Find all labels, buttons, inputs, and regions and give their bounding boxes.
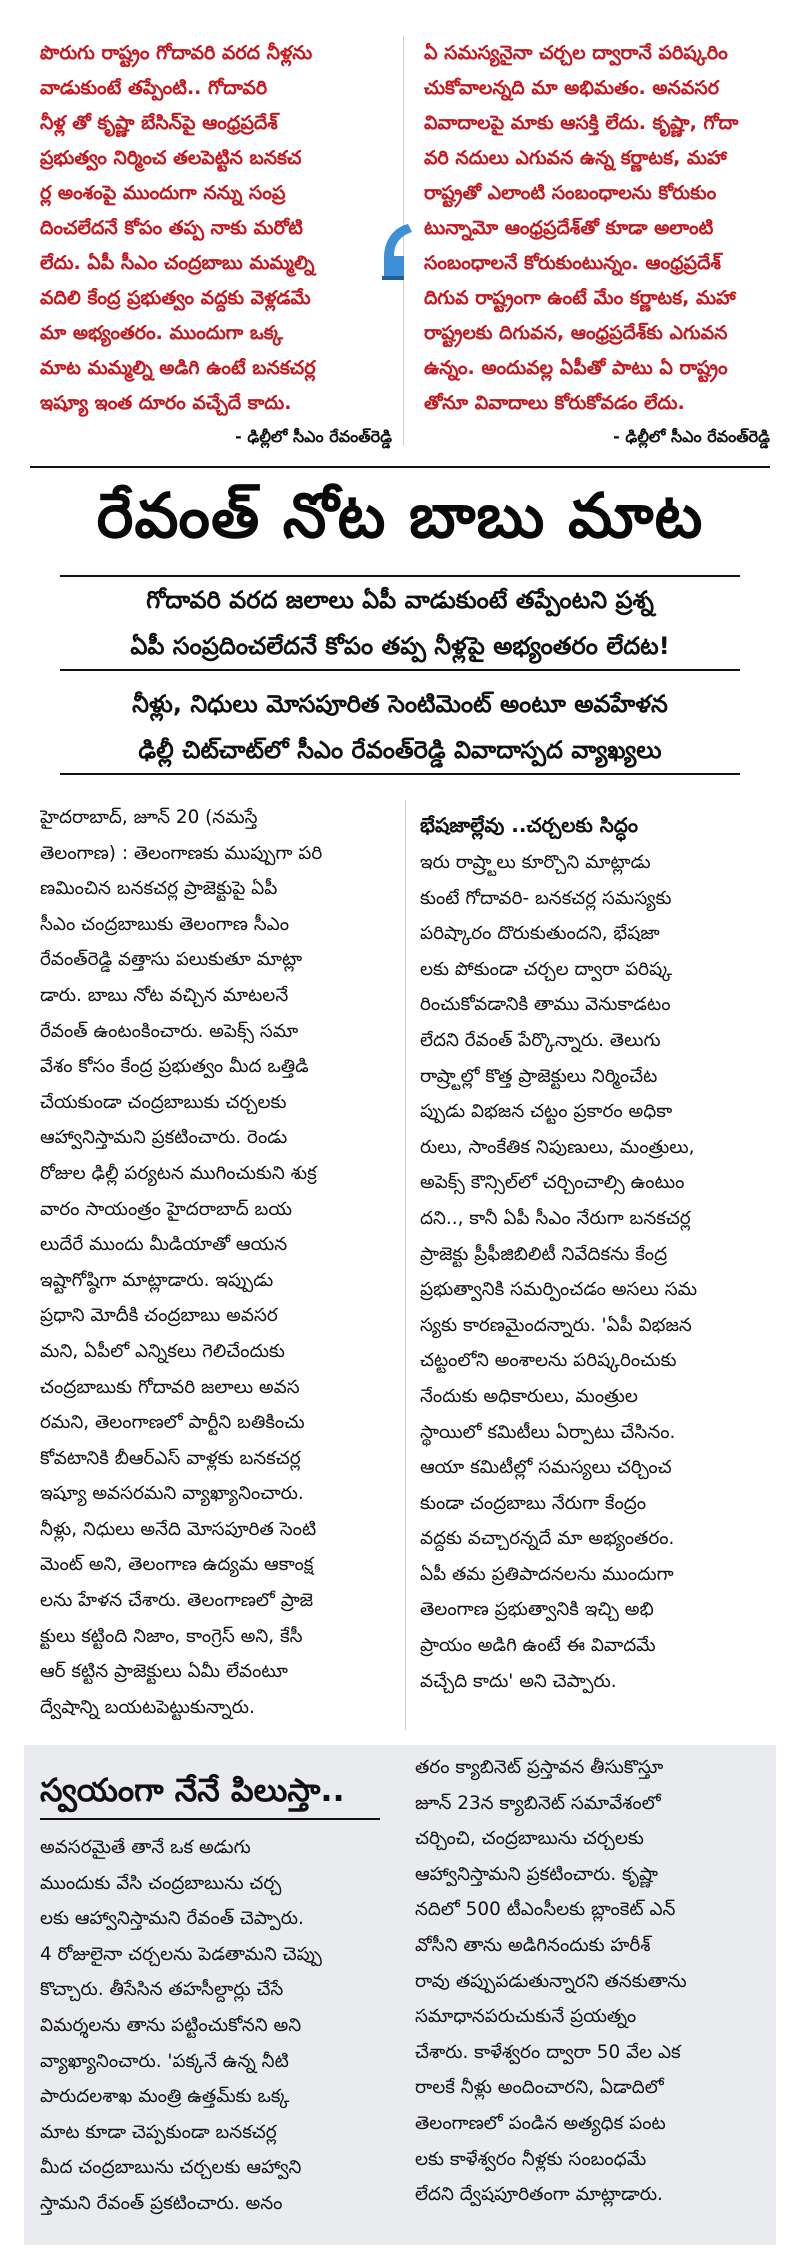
- quote-line: ఉన్నం. అందువల్ల ఏపీతో పాటు ఏ రాష్ట్రం: [424, 357, 728, 379]
- quote-line: రాష్ట్రతో ఎలాంటి సంబంధాలను కోరుకుం: [424, 182, 717, 204]
- box-line: చేశారు. కాళేశ్వరం ద్వారా 50 వేల ఎక: [415, 2041, 681, 2063]
- article-line: డారు. బాబు నోట వచ్చిన మాటలనే: [40, 984, 289, 1006]
- box-line: చర్చించి, చంద్రబాబును చర్చలకు: [415, 1828, 644, 1850]
- quote-line: తోనూ వివాదాలు కోరుకోవడం లేదు.: [424, 392, 685, 414]
- box-line: ముందుకు వేసి చంద్రబాబును చర్చ: [40, 1872, 282, 1894]
- subhead-block-2: [60, 681, 740, 775]
- article-line: ణమించిన బనకచర్ల ప్రాజెక్టుపై ఏపీ: [40, 878, 278, 900]
- subhead-block-1: [60, 575, 740, 671]
- box-line: మాట కూడా చెప్పకుండా బనకచర్ల: [40, 2121, 277, 2143]
- quote-line: సంబంధాలనే కోరుకుంటున్నం. ఆంధ్రప్రదేశ్: [424, 252, 721, 274]
- quote-line: పొరుగు రాష్ట్రం గోదావరి వరద నీళ్లను: [40, 42, 313, 64]
- quote-line: వదిలి కేంద్ర ప్రభుత్వం వద్దకు వెళ్లడమే: [40, 287, 311, 309]
- article-line: రాష్ర్టాల్లో కొత్త ప్రాజెక్టులు నిర్మించేట: [420, 1065, 658, 1087]
- quote-line: రాష్ట్రలకు దిగువన, ఆంధ్రప్రదేశ్‌కు ఎగువన: [424, 322, 728, 344]
- quote-line: నీళ్ల తో కృష్ణా బేసిన్‌పై ఆంధ్రప్రదేశ్: [40, 112, 278, 134]
- article-line: వచ్చేది కాదు' అని చెప్పారు.: [420, 1670, 617, 1692]
- top-rule: [30, 466, 770, 468]
- article-line: రమని, తెలంగాణలో పార్టీని బతికించు: [40, 1412, 305, 1434]
- article-line: ఇరు రాష్ర్టాలు కూర్చొని మాట్లాడు: [420, 852, 651, 873]
- article-line: చట్టంలోని అంశాలను పరిష్కరించుకు: [420, 1350, 677, 1372]
- article-line: లను హేళన చేశారు. తెలంగాణలో ప్రాజె: [40, 1590, 314, 1612]
- article-line: రించుకోవడానికి తాము వెనుకాడటం: [420, 994, 671, 1016]
- box-right-column: [415, 1750, 760, 2213]
- page-title: రేవంత్ నోట బాబు మాట: [96, 479, 704, 552]
- article-line: కుంటే గోదావరి- బనకచర్ల సమస్యకు: [420, 887, 672, 909]
- article-line: ప్పుడు విభజన చట్టం ప్రకారం అధికా: [420, 1101, 673, 1123]
- box-line: నదిలో 500 టీఎంసీలకు బ్లాంకెట్ ఎన్: [415, 1899, 676, 1921]
- article-line: లుదేరే ముందు మీడియాతో ఆయన: [40, 1234, 288, 1256]
- article-line: ఆర్ కట్టిన ప్రాజెక్టులు ఏమీ లేవంటూ: [40, 1661, 288, 1683]
- article-left-column: [40, 800, 390, 1725]
- box-line: మీద చంద్రబాబును చర్చలకు ఆహ్వాని: [40, 2157, 302, 2179]
- article-line: నేందుకు అధికారులు, మంత్రుల: [420, 1385, 638, 1407]
- article-line: స్థాయిలో కమిటీలు ఏర్పాటు చేసినం.: [420, 1421, 676, 1443]
- subhead-3: నీళ్లు, నిధులు మోసపూరిత సెంటిమెంట్ అంటూ అవహేళన: [132, 690, 668, 718]
- article-line: పరిష్కారం దొరుకుతుందని, భేషజా: [420, 923, 660, 945]
- article-line: సీఎం చంద్రబాబుకు తెలంగాణ సీఎం: [40, 913, 290, 935]
- quote-line: వరి నదులు ఎగువన ఉన్న కర్ణాటక, మహా: [424, 147, 727, 169]
- box-line: సమాధానపరుచుకునే ప్రయత్నం: [415, 2006, 637, 2028]
- article-line: వేశం కోసం కేంద్ర ప్రభుత్వం మీద ఒత్తిడి: [40, 1056, 309, 1078]
- article-line: లేదని రేవంత్ పేర్కొన్నారు. తెలుగు: [420, 1029, 661, 1051]
- quote-right: [424, 36, 770, 450]
- quote-line: ప్రభుత్వం నిర్మించ తలపెట్టిన బనకచ: [40, 147, 302, 169]
- box-line: జూన్ 23న క్యాబినెట్ సమావేశంలో: [415, 1792, 661, 1814]
- article-line: చంద్రబాబుకు గోదావరి జలాలు అవస: [40, 1376, 300, 1398]
- article-line: తెలంగాణ) : తెలంగాణకు ముప్పుగా పరి: [40, 842, 323, 864]
- subhead-2: ఏపీ సంప్రదించలేదనే కోపం తప్ప నీళ్లపై అభ్యంతరం లేదట!: [130, 632, 670, 660]
- article-line: ఏపీ తమ ప్రతిపాదనలను ముందుగా: [420, 1563, 674, 1585]
- quote-line: వాడుకుంటే తప్పేంటి.. గోదావరి: [40, 77, 268, 99]
- quote-line: వివాదాలపై మాకు ఆసక్తి లేదు. కృష్ణా, గోదా: [424, 112, 739, 134]
- box-title: స్వయంగా నేనే పిలుస్తా..: [40, 1771, 345, 1809]
- quote-line: మాట మమ్మల్ని అడిగి ఉంటే బనకచర్ల: [40, 357, 316, 379]
- article-right-heading: భేషజాల్లేవు ..చర్చలకు సిద్ధం: [420, 813, 639, 837]
- column-divider: [405, 800, 406, 1730]
- article-line: ప్రధాని మోదీకి చంద్రబాబు అవసర: [40, 1305, 278, 1327]
- article-line: వద్దకు వచ్చారన్నదే మా అభ్యంతరం.: [420, 1528, 675, 1550]
- article-line: మెంట్ అని, తెలంగాణ ఉద్యమ ఆకాంక్ష: [40, 1554, 314, 1576]
- box-line: 4 రోజులైనా చర్చలను పెడతామని చెప్పు: [40, 1943, 322, 1965]
- article-line: క్టులు కట్టింది నిజాం, కాంగ్రెస్ అని, కేసీ: [40, 1625, 303, 1647]
- article-line: ఆహ్వానిస్తామని ప్రకటించారు. రెండు: [40, 1127, 288, 1149]
- article-line: రేవంత్‌రెడ్డి వత్తాసు పలుకుతూ మాట్లా: [40, 949, 303, 971]
- article-line: తెలంగాణ ప్రభుత్వానికి ఇచ్చి అభి: [420, 1599, 654, 1621]
- box-left-column: [40, 1830, 385, 2222]
- article-line: ఇష్టాగోష్ఠిగా మాట్లాడారు. ఇప్పుడు: [40, 1269, 274, 1291]
- box-line: పారుదలశాఖ మంత్రి ఉత్తమ్‌కు ఒక్క: [40, 2086, 290, 2108]
- box-line: రావు తప్పుపడుతున్నారని తనకుతాను: [415, 1970, 687, 1992]
- article-line: వారం సాయంత్రం హైదరాబాద్ బయ: [40, 1198, 292, 1220]
- article-line: ప్రాయం అడిగి ఉంటే ఈ వివాదమే: [420, 1635, 656, 1657]
- article-right-column: [420, 845, 770, 1699]
- article-line: ద్వేషాన్ని బయటపెట్టుకున్నారు.: [40, 1696, 255, 1718]
- quote-line: దిగువ రాష్ట్రంగా ఉంటే మేం కర్ణాటక, మహా: [424, 287, 736, 309]
- box-line: తరం క్యాబినెట్ ప్రస్తావన తీసుకొస్తూ: [415, 1757, 664, 1778]
- quote-left: [40, 36, 392, 450]
- article-line: చేయకుండా చంద్రబాబుకు చర్చలకు: [40, 1091, 287, 1113]
- quote-line: టున్నామో ఆంధ్రప్రదేశ్‌తో కూడా అలాంటి: [424, 217, 714, 239]
- article-line: స్యకు కారణమైందన్నారు. 'ఏపీ విభజన: [420, 1314, 692, 1336]
- box-line: రాలకే నీళ్లు అందించారని, ఏడాదిలో: [415, 2077, 664, 2099]
- box-line: అవసరమైతే తానే ఒక అడుగు: [40, 1837, 251, 1858]
- box-line: స్తామని రేవంత్ ప్రకటించారు. అనం: [40, 2192, 283, 2214]
- quote-left-text: [40, 36, 392, 421]
- quote-right-text: [424, 36, 770, 421]
- article-line: నీళ్లు, నిధులు అనేది మోసపూరిత సెంటి: [40, 1518, 317, 1540]
- box-line: తెలంగాణలో పండిన అత్యధిక పంట: [415, 2112, 666, 2134]
- quote-line: దించలేదనే కోపం తప్ప నాకు మరోటి: [40, 217, 303, 239]
- quote-line: ఇష్యూ ఇంత దూరం వచ్చేదే కాదు.: [40, 392, 292, 414]
- article-line: కుండా చంద్రబాబు నేరుగా కేంద్రం: [420, 1492, 647, 1514]
- article-line: ఇష్యూ అవసరమని వ్యాఖ్యానించారు.: [40, 1483, 304, 1505]
- article-line: లకు పోకుండా చర్చల ద్వారా పరిష్క: [420, 958, 672, 980]
- box-line: విమర్శలను తాను పట్టించుకోనని అని: [40, 2014, 302, 2036]
- article-line: హైదరాబాద్, జూన్ 20 (నమస్తే: [40, 807, 258, 828]
- box-line: ఆహ్వానిస్తామని ప్రకటించారు. కృష్ణా: [415, 1863, 658, 1885]
- article-line: కోవటానికి బీఆర్‌ఎస్ వాళ్లకు బనకచర్ల: [40, 1447, 301, 1469]
- article-line: ప్రాజెక్టు ప్రీఫీజిబిలిటీ నివేదికను కేంద్ర: [420, 1243, 668, 1265]
- subhead-4: ఢిల్లీ చిట్‌చాట్‌లో సీఎం రేవంత్‌రెడ్డి వివాదాస్పద వ్యాఖ్యలు: [138, 736, 662, 764]
- quote-line: చుకోవాలన్నది మా అభిమతం. అనవసర: [424, 77, 720, 99]
- article-line: రేవంత్ ఉంటంకించారు. అపెక్స్ సమా: [40, 1020, 299, 1042]
- box-line: లేదని ద్వేషపూరితంగా మాట్లాడారు.: [415, 2184, 663, 2206]
- quote-line: మా అభ్యంతరం. ముందుగా ఒక్క: [40, 322, 283, 344]
- quote-mark-icon: [370, 218, 430, 282]
- subhead-1: గోదావరి వరద జలాలు ఏపీ వాడుకుంటే తప్పేంటని ప్రశ్న: [146, 586, 654, 614]
- quote-line: ఏ సమస్యనైనా చర్చల ద్వారానే పరిష్కరిం: [424, 42, 728, 64]
- box-line: లకు ఆహ్వానిస్తామని రేవంత్ చెప్పారు.: [40, 1908, 304, 1930]
- box-title-rule: [40, 1818, 380, 1820]
- article-line: ప్రభుత్వానికి సమర్పించడం అసలు సమ: [420, 1279, 698, 1301]
- box-line: వ్యాఖ్యానించారు. 'పక్కనే ఉన్న నీటి: [40, 2050, 289, 2072]
- box-line: కొచ్చారు. తీసేసిన తహసీల్దార్లు చేసే: [40, 1979, 284, 2001]
- article-line: దని.., కానీ ఏపీ సీఎం నేరుగా బనకచర్ల: [420, 1207, 691, 1229]
- quote-left-source: - ఢిల్లీలో సీఎం రేవంత్‌రెడ్డి: [235, 427, 392, 446]
- quote-line: ర్ల అంశంపై ముందుగా నన్ను సంప్ర: [40, 182, 286, 204]
- quote-right-source: - ఢిల్లీలో సీఎం రేవంత్‌రెడ్డి: [613, 427, 770, 446]
- quote-line: లేదు. ఏపీ సీఎం చంద్రబాబు మమ్మల్ని: [40, 252, 315, 274]
- box-line: వోసీని తాను అడిగినందుకు హరీశ్: [415, 1934, 651, 1956]
- article-line: రులు, సాంకేతిక నిపుణులు, మంత్రులు,: [420, 1136, 695, 1158]
- article-line: మని, ఏపీలో ఎన్నికలు గెలిచేందుకు: [40, 1340, 285, 1362]
- box-line: లకు కాళేశ్వరం నీళ్లకు సంబంధమే: [415, 2148, 647, 2170]
- article-line: ఆయా కమిటీల్లో సమస్యలు చర్చించ: [420, 1457, 672, 1479]
- article-line: రోజుల ఢిల్లీ పర్యటన ముగించుకుని శుక్ర: [40, 1162, 317, 1184]
- article-line: అపెక్స్ కౌన్సిల్‌లో చర్చించాల్సి ఉంటుం: [420, 1172, 685, 1194]
